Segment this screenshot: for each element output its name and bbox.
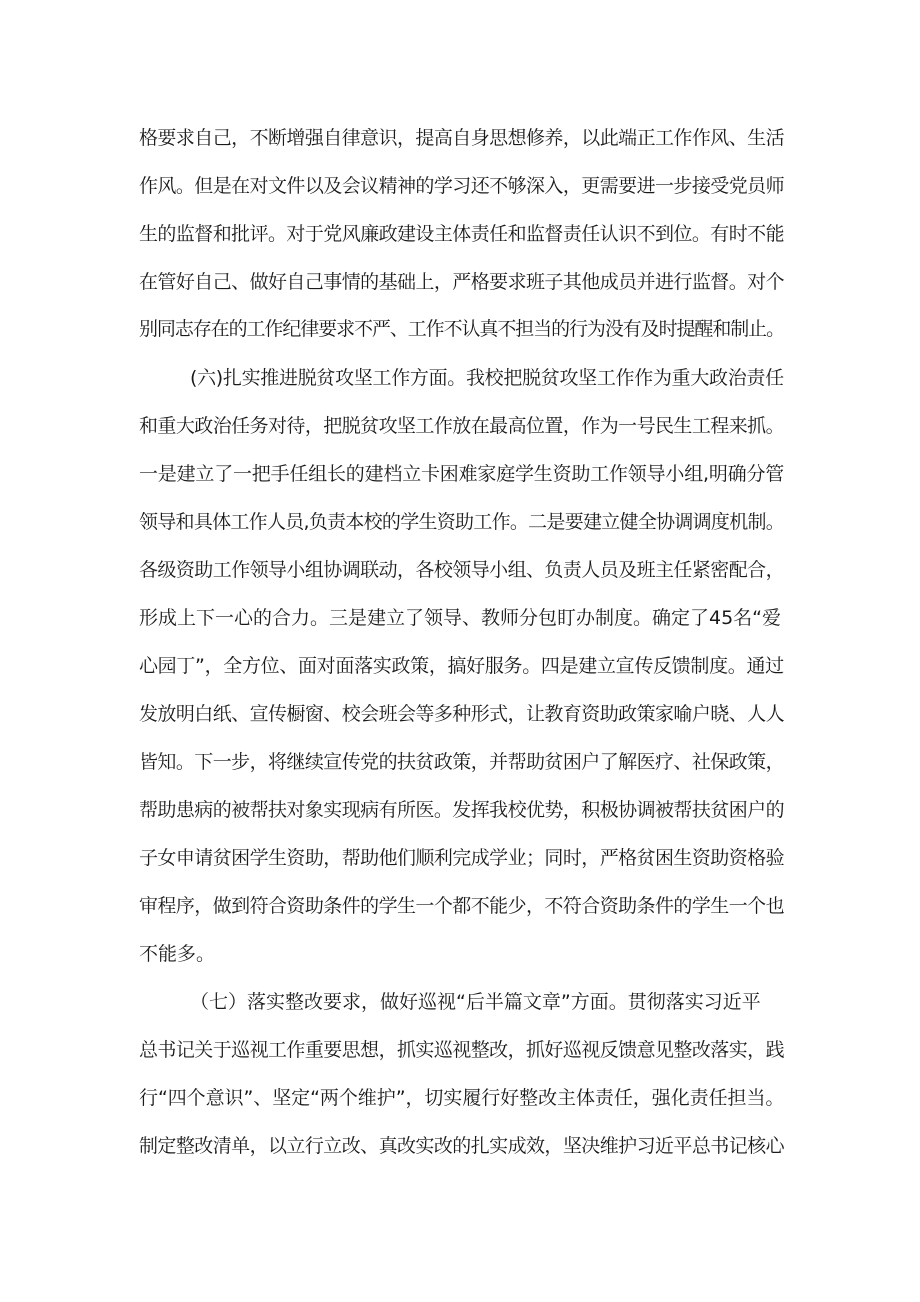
paragraph-line: 制定整改清单，以立行立改、真改实改的扎实成效，坚决维护习近平总书记核心: [139, 1135, 785, 1157]
paragraph-line: 一是建立了一把手任组长的建档立卡困难家庭学生资助工作领导小组,明确分管: [139, 463, 785, 485]
paragraph-line: 行“四个意识”、坚定“两个维护”，切实履行好整改主体责任，强化责任担当。: [139, 1087, 785, 1109]
paragraph-line: 子女申请贫困学生资助，帮助他们顺利完成学业；同时，严格贫困生资助资格验: [139, 847, 785, 869]
paragraph-line: 皆知。下一步，将继续宣传党的扶贫政策，并帮助贫困户了解医疗、社保政策，: [139, 751, 785, 773]
paragraph-line: 别同志存在的工作纪律要求不严、工作不认真不担当的行为没有及时提醒和制止。: [139, 318, 785, 340]
paragraph-line: 不能多。: [139, 943, 216, 965]
paragraph-line: 形成上下一心的合力。三是建立了领导、教师分包盯办制度。确定了45名“爱: [139, 607, 782, 629]
section-six-first-line: (六)扎实推进脱贫攻坚工作方面。我校把脱贫攻坚工作作为重大政治责任: [190, 367, 784, 389]
paragraph-line: 帮助患病的被帮扶对象实现病有所医。发挥我校优势，积极协调被帮扶贫困户的: [139, 799, 785, 821]
paragraph-line: 发放明白纸、宣传橱窗、校会班会等多种形式，让教育资助政策家喻户晓、人人: [139, 703, 785, 725]
section-seven-first-line: （七）落实整改要求，做好巡视“后半篇文章”方面。贯彻落实习近平: [190, 991, 761, 1013]
paragraph-line: 心园丁”，全方位、面对面落实政策，搞好服务。四是建立宣传反馈制度。通过: [139, 655, 784, 677]
paragraph-line: 领导和具体工作人员,负责本校的学生资助工作。二是要建立健全协调调度机制。: [139, 511, 785, 533]
paragraph-line: 作风。但是在对文件以及会议精神的学习还不够深入，更需要进一步接受党员师: [139, 175, 785, 197]
paragraph-line: 审程序，做到符合资助条件的学生一个都不能少，不符合资助条件的学生一个也: [139, 895, 785, 917]
paragraph-line: 各级资助工作领导小组协调联动，各校领导小组、负责人员及班主任紧密配合，: [139, 559, 785, 581]
paragraph-line: 总书记关于巡视工作重要思想，抓实巡视整改，抓好巡视反馈意见整改落实，践: [139, 1039, 785, 1061]
paragraph-line: 格要求自己，不断增强自律意识，提高自身思想修养，以此端正工作作风、生活: [139, 127, 785, 149]
paragraph-line: 和重大政治任务对待，把脱贫攻坚工作放在最高位置，作为一号民生工程来抓。: [139, 415, 785, 437]
paragraph-line: 在管好自己、做好自己事情的基础上，严格要求班子其他成员并进行监督。对个: [139, 271, 785, 293]
paragraph-line: 生的监督和批评。对于党风廉政建设主体责任和监督责任认识不到位。有时不能: [139, 223, 785, 245]
